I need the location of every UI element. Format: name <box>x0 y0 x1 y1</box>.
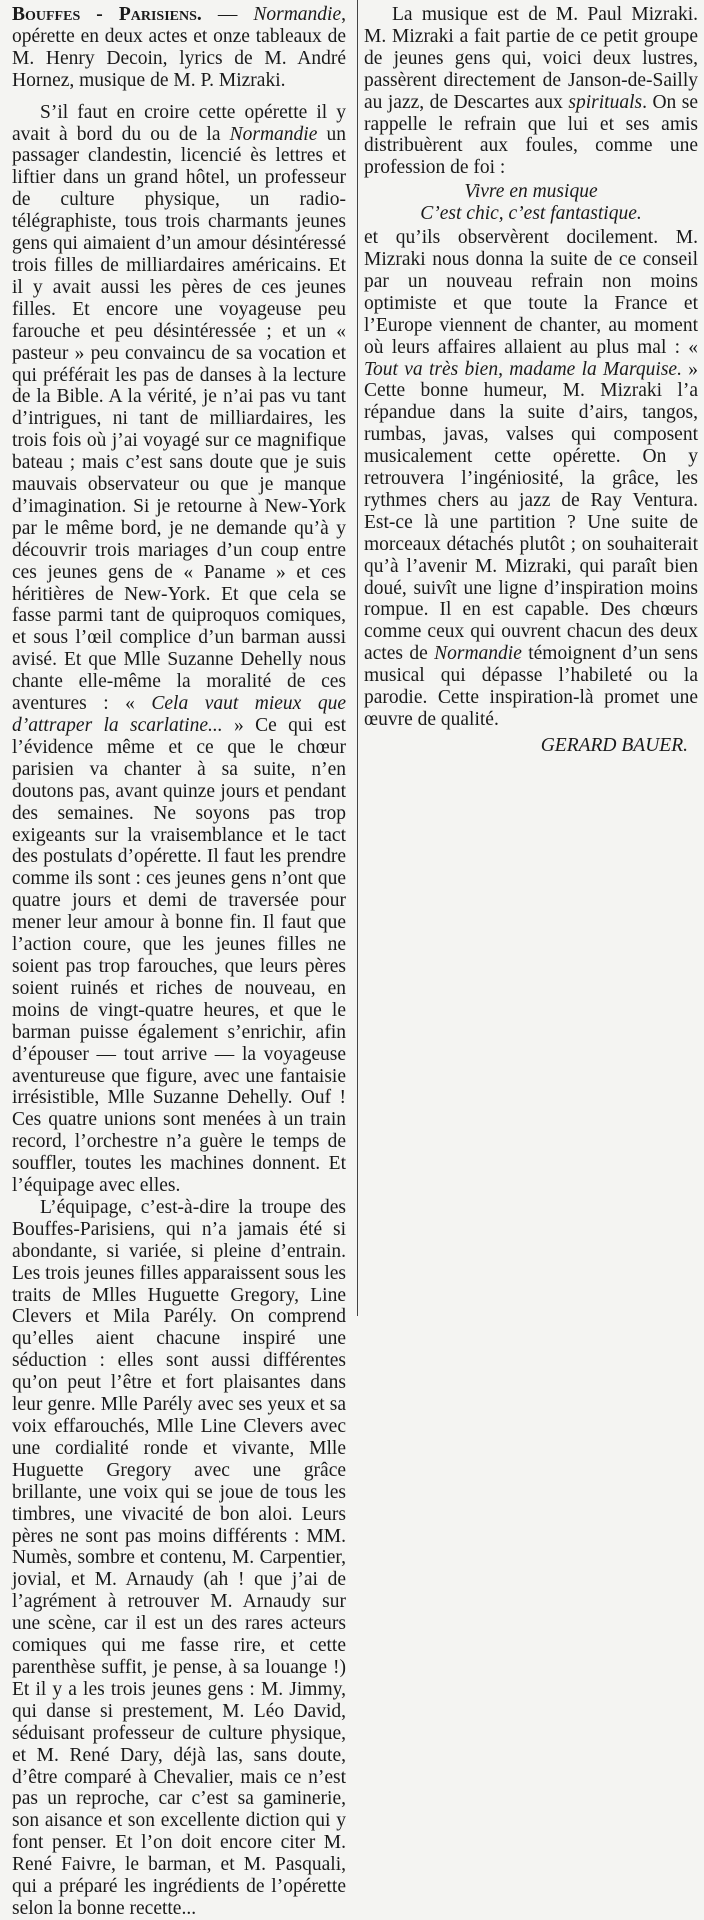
review-header: Bouffes - Parisiens. — Normandie, opérette en deux actes et onze tableaux de M. Henry Decoin, lyrics de M. André Hornez, musique de M. P. Mizraki. <box>12 4 346 91</box>
show-title: Normandie <box>253 4 342 25</box>
left-column <box>12 4 355 1919</box>
column-divider <box>357 0 358 1316</box>
song-line: C’est chic, c’est fantastique. <box>420 203 642 225</box>
credits: , opérette en deux actes et onze tableaux de M. Henry Decoin, lyrics de M. André Hornez, musique de M. P. Mizraki. <box>12 4 346 91</box>
paragraph-plot: S’il faut en croire cette opérette il y avait à bord du ou de la Normandie un passager clandestin, licencié ès lettres et liftier dans un grand hôtel, un professeur de culture physique, un radio-télégraphiste, tous trois charmants jeunes gens qui aimaient d’un amour désintéressé trois filles de milliardaires américains. Et il y avait aussi les pères de ces jeunes filles. Et encore une voyageuse peu farouche et peu désintéressée ; et un « pasteur » peu convaincu de sa vocation et qui préférait les pas de danses à la lecture de la Bible. A la vérité, je n’ai pas vu tant d’intrigues, ni tant de milliardaires, les trois fois où j’ai voyagé sur ce magnifique bateau ; mais c’est sans doute que je suis mauvais observateur ou que je manque d’imagination. Si je retourne à New-York par le même bord, je ne demande qu’à y découvrir trois mariages d’un coup entre ces jeunes gens de « Paname » et ces héritières de New-York. Et que cela se fasse parmi tant de quiproquos comiques, et sous l’œil complice d’un barman aussi avisé. Et que Mlle Suzanne Dehelly nous chante elle-même la moralité de ces aventures : « Cela vaut mieux que d’attraper la scarlatine... » Ce qui est l’évidence même et ce que le chœur parisien va chanter à sa suite, n’en doutons pas, avant quinze jours et pendant des semaines. Ne soyons pas trop exigeants sur la vraisemblance et le tact des postulats d’opérette. Il faut les prendre comme ils sont : ces jeunes gens n’ont que quatre jours et demi de traversée pour mener leur amour à bonne fin. Il faut que l’action coure, que les jeunes filles ne soient pas trop farouches, que leurs pères soient ruinés et riches de nouveau, en moins de vingt-quatre heures, et que le barman puisse également s’enrichir, afin d’épouser — tout arrive — la voyageuse aventureuse que figure, avec une fantaisie irrésistible, Mlle Suzanne Dehelly. Ouf ! Ces quatre unions sont menées à un train record, l’orchestre n’a guère le temps de souffler, toutes les machines donnent. Et l’équipage avec elles. <box>12 101 346 1197</box>
right-column <box>355 4 698 1316</box>
paragraph-conclusion: et qu’ils observèrent docilement. M. Mizraki nous donna la suite de ce conseil par un nouveau refrain non moins optimiste et que toute la France et l’Europe viennent de chanter, au moment où leurs affaires allaient au plus mal : « Tout va très bien, madame la Marquise. » Cette bonne humeur, M. Mizraki l’a répandue dans la suite d’airs, tangos, rumbas, javas, valses qui composent musicalement cette opérette. On y retrouvera l’ingéniosité, la grâce, les rythmes chers au jazz de Ray Ventura. Est-ce là une partition ? Une suite de morceaux détachés plutôt ; on souhaiterait qu’à l’avenir M. Mizraki, qui paraît bien doué, suivît une ligne d’inspiration moins rompue. Il en est capable. Des chœurs comme ceux qui ouvrent chacun des deux actes de Normandie témoignent d’un sens musical qui dépasse l’habileté ou la parodie. Cette inspiration-là promet une œuvre de qualité. <box>364 227 698 730</box>
song-line: Vivre en musique <box>464 181 598 203</box>
paragraph-music: La musique est de M. Paul Mizraki. M. Mizraki a fait partie de ce petit groupe de jeunes gens qui, voici deux lustres, passèrent directement de Janson-de-Sailly au jazz, de Descartes aux spirituals. On se rappelle le refrain que lui et ses amis distribuèrent aux foules, comme une profession de foi : <box>364 4 699 179</box>
song-refrain <box>364 181 698 225</box>
paragraph-cast: L’équipage, c’est-à-dire la troupe des Bouffes-Parisiens, qui n’a jamais été si abondante, si variée, si pleine d’entrain. Les trois jeunes filles apparaissent sous les traits de Mlles Huguette Gregory, Line Clevers et Mila Parély. On comprend qu’elles aient chacune inspiré une séduction : elles sont aussi différentes qu’on peut l’être et fort plaisantes dans leur genre. Mlle Parély avec ses yeux et sa voix effarouchés, Mlle Line Clevers avec une cordialité ronde et vivante, Mlle Huguette Gregory avec une grâce brillante, une voix qui se joue de tous les timbres, une vivacité de bon aloi. Leurs pères ne sont pas moins différents : MM. Numès, sombre et contenu, M. Carpentier, jovial, et M. Arnaudy (ah ! que j’ai de l’agrément à retrouver M. Arnaudy sur une scène, car il est un des rares acteurs comiques qui me fasse rire, et cette parenthèse suffit, je pense, à sa louange !) Et il y a les trois jeunes gens : M. Jimmy, qui danse si prestement, M. Léo David, séduisant professeur de culture physique, et M. René Dary, déjà las, sans doute, d’être comparé à Chevalier, mais ce n’est pas un reproche, car c’est sa gaminerie, son aisance et son excellente diction qui y font penser. Et l’on doit encore citer M. René Faivre, le barman, et M. Pasquali, qui a préparé les ingrédients de l’opérette selon la bonne recette... <box>12 1196 346 1919</box>
author-signature: GERARD BAUER. <box>540 734 688 756</box>
theatre-name: Bouffes - Parisiens. <box>12 4 202 25</box>
